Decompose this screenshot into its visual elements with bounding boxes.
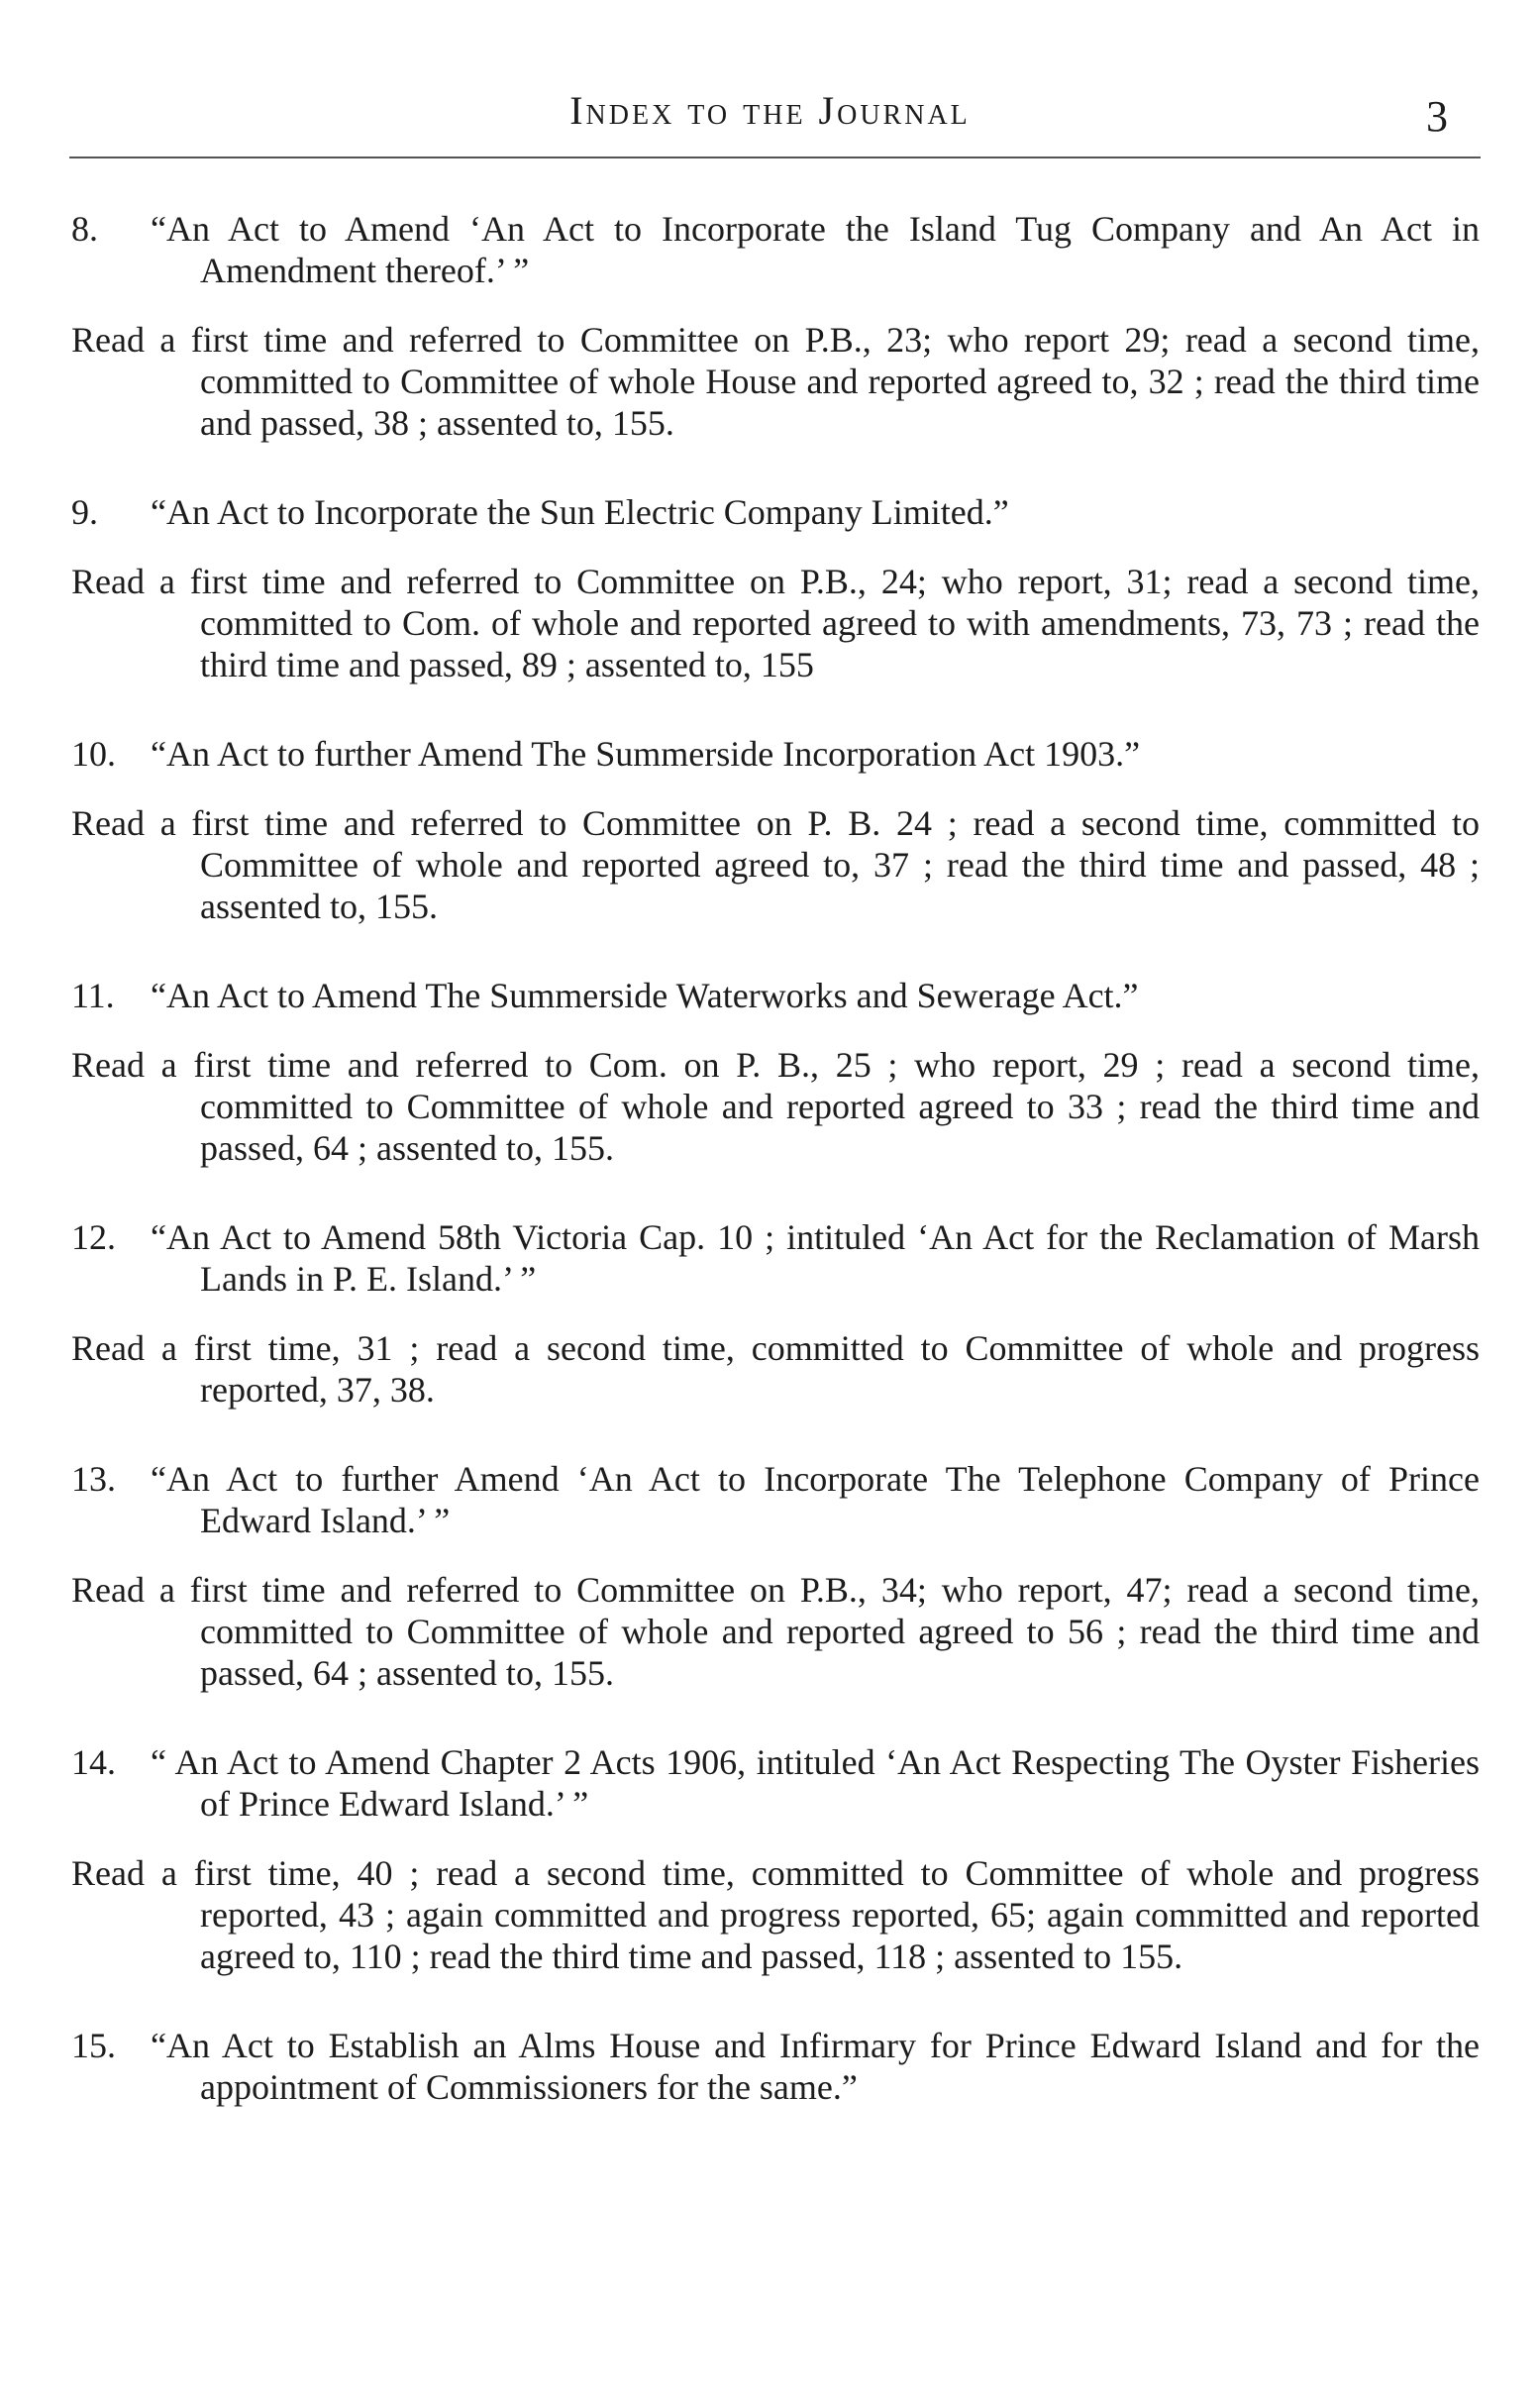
index-entry: [71, 1741, 1480, 1977]
act-title-text: “An Act to further Amend ‘An Act to Incorporate The Telephone Company of Prince Edward Island.’ ”: [151, 1459, 1480, 1540]
index-entry: [71, 975, 1480, 1169]
index-entry: [71, 1216, 1480, 1411]
act-title: [71, 1741, 1480, 1825]
index-entry: [71, 208, 1480, 444]
act-proceedings: Read a first time and referred to Committee on P.B., 34; who report, 47; read a second time, committed to Committee of whole and reported agreed to 56 ; read the third time and passed, 64 ; assented to, 155.: [71, 1570, 1480, 1693]
act-title: [71, 975, 1480, 1016]
act-title: [71, 733, 1480, 775]
entry-number: 11.: [71, 976, 115, 1015]
act-title: [71, 208, 1480, 291]
header-rule: [69, 157, 1481, 158]
index-entry: [71, 491, 1480, 685]
act-title-text: “An Act to Amend The Summerside Waterworks and Sewerage Act.”: [151, 976, 1139, 1015]
entry-number: 10.: [71, 734, 116, 774]
act-title-text: “An Act to Incorporate the Sun Electric Company Limited.”: [151, 492, 1009, 532]
index-entry: [71, 1458, 1480, 1694]
act-title-text: “An Act to Amend ‘An Act to Incorporate the Island Tug Company and An Act in Amendment thereof.’ ”: [151, 209, 1480, 290]
entry-number: 12.: [71, 1217, 116, 1257]
act-title-text: “ An Act to Amend Chapter 2 Acts 1906, intituled ‘An Act Respecting The Oyster Fisheries of Prince Edward Island.’ ”: [151, 1742, 1480, 1824]
act-title: [71, 1216, 1480, 1300]
act-title-text: “An Act to Establish an Alms House and Infirmary for Prince Edward Island and for the appointment of Commissioners for the same.”: [151, 2026, 1480, 2107]
act-title-text: “An Act to Amend 58th Victoria Cap. 10 ; intituled ‘An Act for the Reclamation of Marsh Lands in P. E. Island.’ ”: [151, 1217, 1480, 1299]
index-entry: [71, 2025, 1480, 2108]
index-entry: [71, 733, 1480, 927]
act-proceedings: Read a first time and referred to Committee on P.B., 23; who report 29; read a second time, committed to Committee of whole House and reported agreed to, 32 ; read the third time and passed, 38 ; assented to, 155.: [71, 320, 1480, 443]
act-proceedings: Read a first time, 40 ; read a second time, committed to Committee of whole and progress reported, 43 ; again committed and progress reported, 65; again committed and reported agreed to, 110 ; read the third time and passed, 118 ; assented to 155.: [71, 1853, 1480, 1976]
act-title-text: “An Act to further Amend The Summerside Incorporation Act 1903.”: [151, 734, 1141, 774]
act-proceedings: Read a first time and referred to Committee on P.B., 24; who report, 31; read a second time, committed to Com. of whole and reported agreed to with amendments, 73, 73 ; read the third time and passed, 89 ; assented to, 155: [71, 562, 1480, 684]
act-title: [71, 2025, 1480, 2108]
act-proceedings: Read a first time, 31 ; read a second time, committed to Committee of whole and progress reported, 37, 38.: [71, 1328, 1480, 1410]
entry-number: 15.: [71, 2026, 116, 2065]
act-proceedings: Read a first time and referred to Committee on P. B. 24 ; read a second time, committed to Committee of whole and reported agreed to, 37 ; read the third time and passed, 48 ; assented to, 155.: [71, 803, 1480, 926]
index-entries: [71, 208, 1480, 2155]
entry-number: 13.: [71, 1459, 116, 1499]
page-number: 3: [1426, 92, 1448, 141]
entry-number: 8.: [71, 209, 98, 249]
running-header: Index to the Journal: [569, 88, 971, 133]
entry-number: 9.: [71, 492, 98, 532]
act-title: [71, 1458, 1480, 1541]
act-proceedings: Read a first time and referred to Com. on P. B., 25 ; who report, 29 ; read a second time, committed to Committee of whole and reported agreed to 33 ; read the third time and passed, 64 ; assented to, 155.: [71, 1045, 1480, 1168]
act-title: [71, 491, 1480, 533]
entry-number: 14.: [71, 1742, 116, 1782]
